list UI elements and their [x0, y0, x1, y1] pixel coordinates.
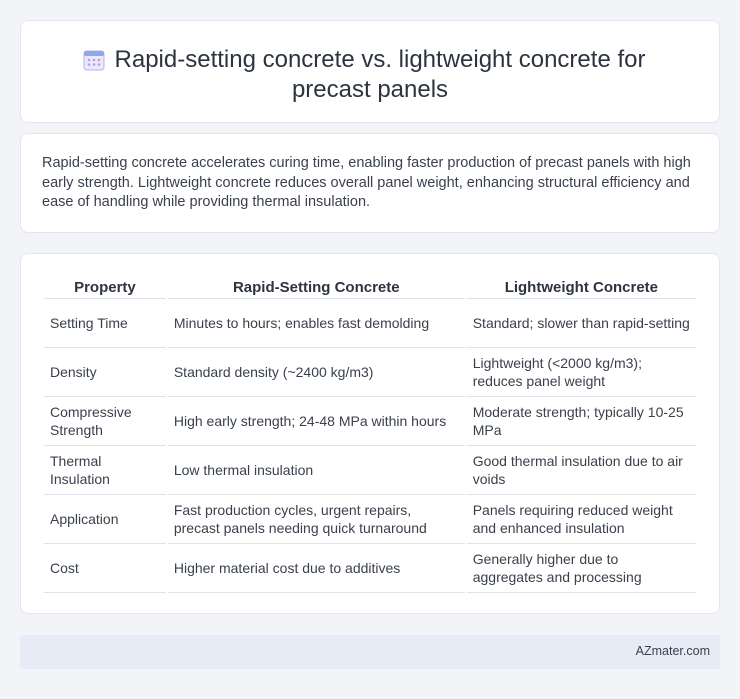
page-title — [21, 45, 719, 105]
cell-lightweight: Lightweight (<2000 kg/m3); reduces panel weight — [467, 348, 696, 397]
cell-property: Application — [44, 495, 166, 544]
table-row — [44, 348, 696, 397]
cell-rapid-setting: High early strength; 24-48 MPa within hours — [168, 397, 465, 446]
cell-property: Setting Time — [44, 299, 166, 348]
table-header-row — [44, 275, 696, 299]
table-row — [44, 495, 696, 544]
table-row — [44, 397, 696, 446]
cell-rapid-setting: Fast production cycles, urgent repairs, precast panels needing quick turnaround — [168, 495, 465, 544]
intro-card — [20, 133, 720, 233]
cell-property: Density — [44, 348, 166, 397]
table-row — [44, 446, 696, 495]
cell-lightweight: Generally higher due to aggregates and processing — [467, 544, 696, 593]
cell-property: Cost — [44, 544, 166, 593]
title-line-2: precast panels — [291, 76, 449, 103]
header-rapid-setting: Rapid-Setting Concrete — [168, 275, 465, 299]
cell-property: Compressive Strength — [44, 397, 166, 446]
cell-lightweight: Good thermal insulation due to air voids — [467, 446, 696, 495]
header-lightweight: Lightweight Concrete — [467, 275, 696, 299]
table-row — [44, 299, 696, 348]
cell-property: Thermal Insulation — [44, 446, 166, 495]
cell-rapid-setting: Minutes to hours; enables fast demolding — [168, 299, 465, 348]
cell-lightweight: Panels requiring reduced weight and enhanced insulation — [467, 495, 696, 544]
title-line-1: Rapid-setting concrete vs. lightweight concrete for — [114, 46, 646, 73]
cell-rapid-setting: Low thermal insulation — [168, 446, 465, 495]
table-row — [44, 544, 696, 593]
cell-rapid-setting: Standard density (~2400 kg/m3) — [168, 348, 465, 397]
comparison-card — [20, 253, 720, 614]
intro-paragraph: Rapid-setting concrete accelerates curing time, enabling faster production of precast panels with high early strength. Lightweight concrete reduces overall panel weight, enhancing structural efficiency and ease of handling while providing thermal insulation. — [42, 155, 691, 210]
comparison-table — [42, 275, 698, 593]
title-card — [20, 20, 720, 123]
cell-lightweight: Standard; slower than rapid-setting — [467, 299, 696, 348]
cell-lightweight: Moderate strength; typically 10-25 MPa — [467, 397, 696, 446]
header-property: Property — [44, 275, 166, 299]
footer-bar — [20, 635, 720, 669]
footer-brand: AZmater.com — [635, 644, 710, 658]
cell-rapid-setting: Higher material cost due to additives — [168, 544, 465, 593]
